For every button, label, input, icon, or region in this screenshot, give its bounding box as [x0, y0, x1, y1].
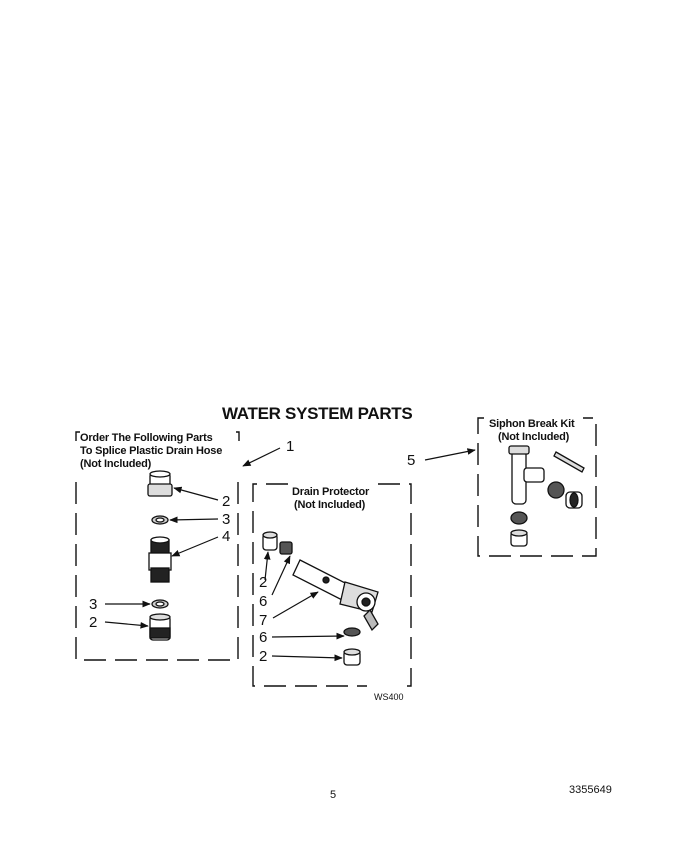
callout-2-splice: 2: [222, 493, 231, 510]
callout-2-drain-lower: 2: [259, 648, 268, 665]
drain-box-label-1: Drain Protector: [292, 486, 370, 498]
callout-2-drain: 2: [259, 574, 268, 591]
callout-6-drain: 6: [259, 593, 268, 610]
page-number: 5: [330, 789, 337, 801]
diagram-title: WATER SYSTEM PARTS: [222, 404, 413, 423]
callout-3-lower: 3: [89, 596, 98, 613]
callout-7: 7: [259, 612, 268, 629]
splice-box-label-3: (Not Included): [80, 458, 152, 470]
splice-box-label-1: Order The Following Parts: [80, 432, 213, 444]
splice-box-label-2: To Splice Plastic Drain Hose: [80, 445, 223, 457]
siphon-box-border: [478, 418, 596, 556]
drain-box-label-2: (Not Included): [294, 499, 366, 511]
callout-6-lower: 6: [259, 629, 268, 646]
siphon-box-label-1: Siphon Break Kit: [489, 418, 575, 430]
siphon-break-parts: [509, 446, 584, 546]
doc-number: 3355649: [569, 784, 612, 796]
callout-5: 5: [407, 452, 416, 469]
siphon-box-label-2: (Not Included): [498, 431, 570, 443]
callout-1: 1: [286, 438, 295, 455]
drain-protector-parts: [263, 532, 378, 665]
diagram-code: WS400: [374, 692, 404, 702]
callout-4: 4: [222, 528, 231, 545]
callout-3-splice: 3: [222, 511, 231, 528]
splice-parts: [148, 471, 172, 640]
callout-2-lower: 2: [89, 614, 98, 631]
